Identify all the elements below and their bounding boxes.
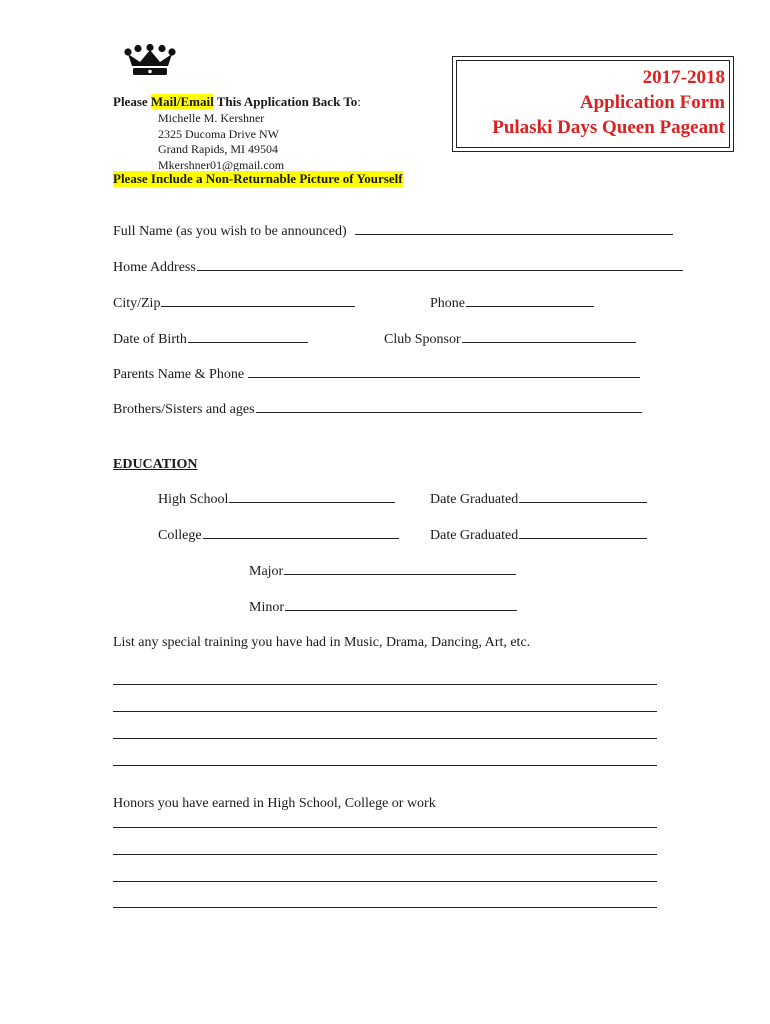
- training-line-1[interactable]: [113, 684, 657, 685]
- full-name-label: Full Name (as you wish to be announced): [113, 224, 347, 239]
- minor-label: Minor: [249, 600, 284, 615]
- training-line-3[interactable]: [113, 738, 657, 739]
- parents-label: Parents Name & Phone: [113, 367, 245, 382]
- phone-label: Phone: [430, 296, 465, 311]
- home-address-label: Home Address: [113, 260, 196, 275]
- siblings-label: Brothers/Sisters and ages: [113, 402, 255, 417]
- picture-note: Please Include a Non-Returnable Picture of Yourself: [113, 171, 403, 186]
- parents-line[interactable]: [248, 376, 640, 378]
- home-address-line[interactable]: [197, 269, 683, 271]
- mail-email-highlight: Mail/Email: [150, 94, 214, 109]
- city-zip-label: City/Zip: [113, 296, 161, 311]
- college-date-graduated-field[interactable]: [430, 528, 647, 544]
- minor-field[interactable]: [249, 600, 517, 616]
- address-street: 2325 Ducoma Drive NW: [158, 126, 279, 141]
- date-of-birth-line[interactable]: [188, 341, 308, 343]
- college-line[interactable]: [203, 537, 399, 539]
- title-year: 2017-2018: [642, 67, 725, 88]
- college-date-graduated-label: Date Graduated: [430, 528, 519, 543]
- high-school-line[interactable]: [229, 501, 395, 503]
- address-name: Michelle M. Kershner: [158, 111, 265, 125]
- honors-line-4[interactable]: [113, 907, 657, 908]
- training-line-2[interactable]: [113, 711, 657, 712]
- honors-line-3[interactable]: [113, 881, 657, 882]
- full-name-field[interactable]: [113, 224, 673, 240]
- siblings-field[interactable]: [113, 402, 642, 418]
- hs-date-graduated-field[interactable]: [430, 492, 647, 508]
- club-sponsor-line[interactable]: [462, 341, 636, 343]
- major-field[interactable]: [249, 564, 516, 580]
- honors-prompt: Honors you have earned in High School, College or work: [113, 796, 436, 811]
- form-title: [492, 65, 725, 140]
- honors-line-1[interactable]: [113, 827, 657, 828]
- address-email: Mkershner01@gmail.com: [158, 157, 285, 172]
- title-box: [452, 56, 734, 152]
- hs-date-graduated-label: Date Graduated: [430, 492, 519, 507]
- major-label: Major: [249, 564, 284, 579]
- minor-line[interactable]: [285, 609, 517, 611]
- college-field[interactable]: [158, 528, 399, 544]
- honors-line-2[interactable]: [113, 854, 657, 855]
- hs-date-graduated-line[interactable]: [519, 501, 647, 503]
- parents-field[interactable]: [113, 367, 640, 383]
- club-sponsor-field[interactable]: [384, 332, 636, 348]
- home-address-field[interactable]: [113, 260, 683, 276]
- crown-icon: [120, 44, 180, 80]
- club-sponsor-label: Club Sponsor: [384, 332, 461, 347]
- title-form: Application Form: [579, 92, 725, 113]
- date-of-birth-field[interactable]: [113, 332, 308, 348]
- date-of-birth-label: Date of Birth: [113, 332, 187, 347]
- training-line-4[interactable]: [113, 765, 657, 766]
- training-prompt: List any special training you have had in Music, Drama, Dancing, Art, etc.: [113, 635, 531, 650]
- phone-line[interactable]: [466, 305, 594, 307]
- title-pageant: Pulaski Days Queen Pageant: [492, 117, 725, 138]
- major-line[interactable]: [284, 573, 516, 575]
- phone-field[interactable]: [430, 296, 594, 312]
- education-heading: EDUCATION: [113, 457, 198, 472]
- college-date-graduated-line[interactable]: [519, 537, 647, 539]
- high-school-field[interactable]: [158, 492, 395, 508]
- high-school-label: High School: [158, 492, 229, 507]
- full-name-line[interactable]: [355, 233, 673, 235]
- city-zip-line[interactable]: [161, 305, 355, 307]
- siblings-line[interactable]: [256, 411, 642, 413]
- mail-instruction: Please Mail/Email This Application Back To:: [113, 94, 361, 109]
- mailing-address: [158, 111, 284, 173]
- college-label: College: [158, 528, 202, 543]
- city-zip-field[interactable]: [113, 296, 355, 312]
- address-city: Grand Rapids, MI 49504: [158, 142, 278, 156]
